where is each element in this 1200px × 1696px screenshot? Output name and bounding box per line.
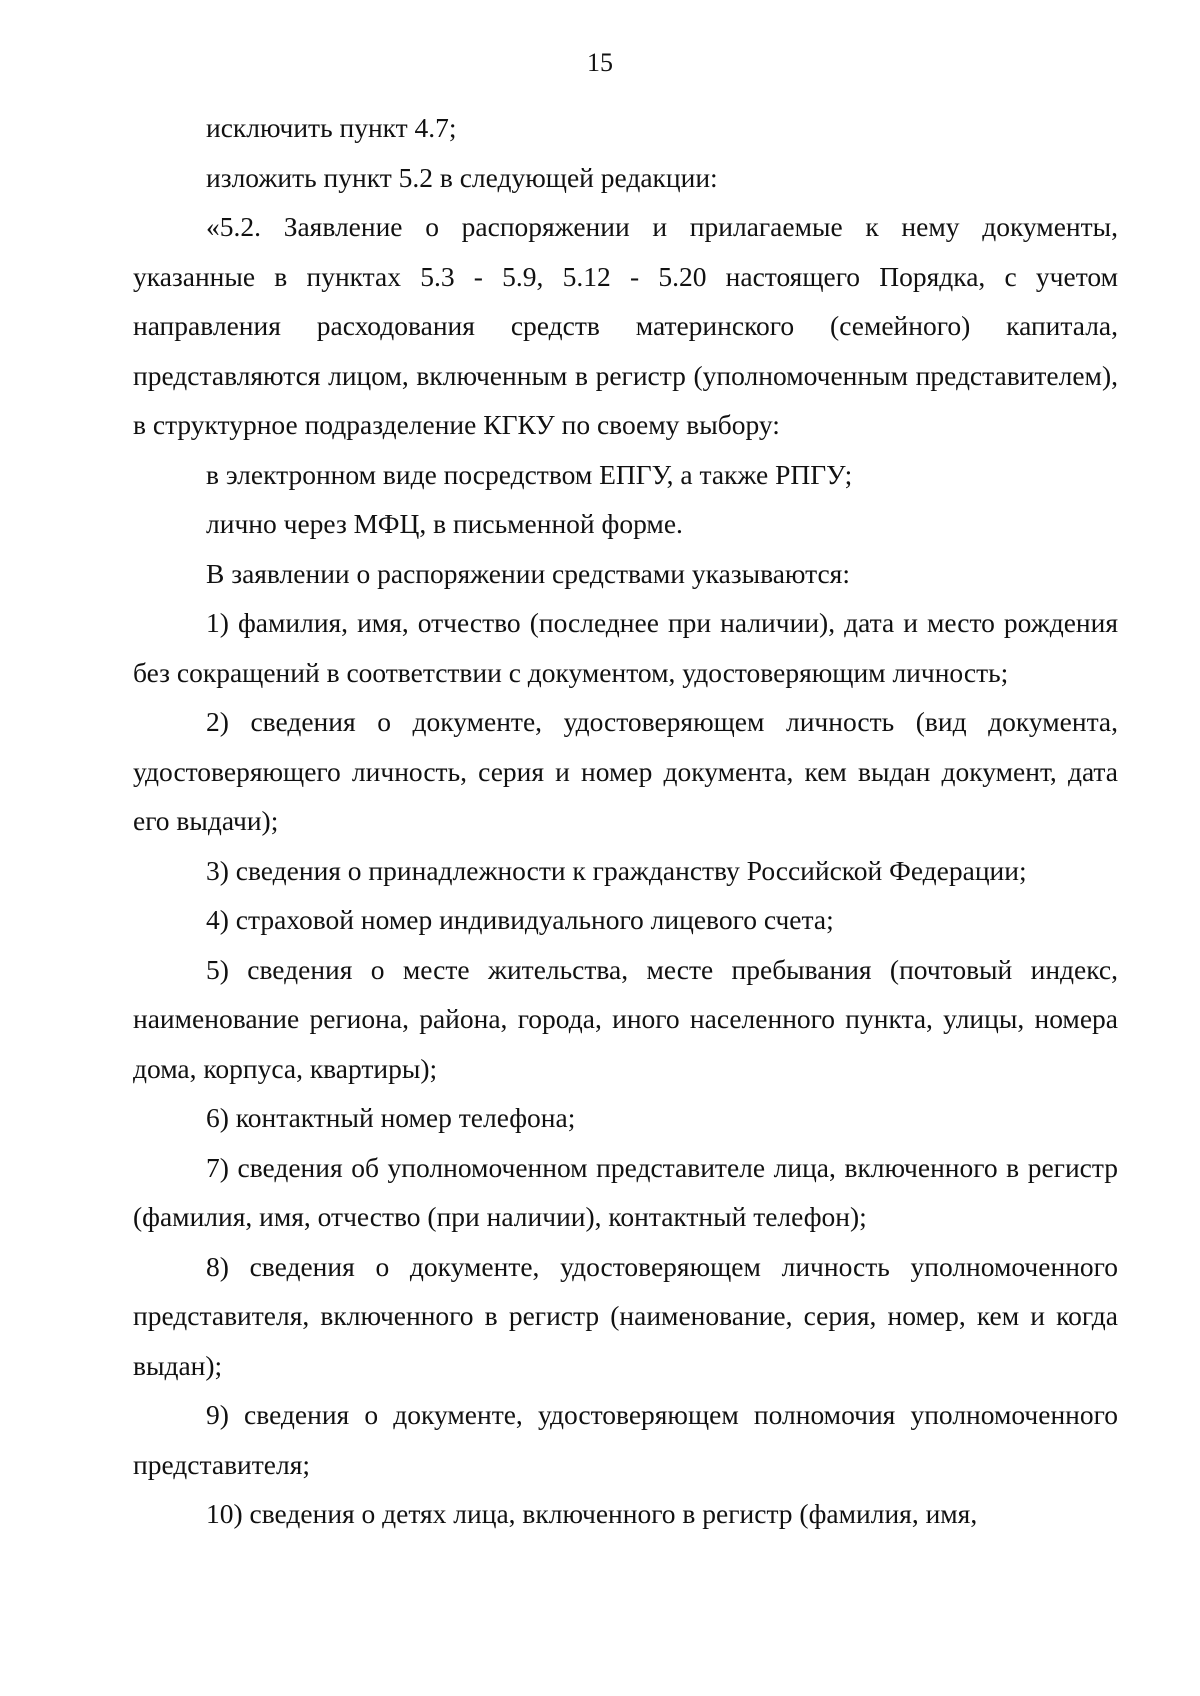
list-item: 4) страховой номер индивидуального лицевого счета; (206, 904, 834, 935)
paragraph: В заявлении о распоряжении средствами указываются: (206, 557, 850, 589)
list-item: 7) сведения об уполномоченном представителе лица, включенного в регистр (фамилия, имя, отчество (при наличии), контактный телефон); (133, 1151, 1118, 1232)
list-item: 8) сведения о документе, удостоверяющем личность уполномоченного представителя, включенного в регистр (наименование, серия, номер, кем и когда выдан); (133, 1250, 1118, 1381)
paragraph: лично через МФЦ, в письменной форме. (206, 508, 683, 539)
page-number: 15 (587, 48, 613, 77)
list-item: 9) сведения о документе, удостоверяющем полномочия уполномоченного представителя; (133, 1399, 1118, 1480)
document-body (133, 103, 1118, 1539)
list-item: 1) фамилия, имя, отчество (последнее при наличии), дата и место рождения без сокращений в соответствии с документом, удостоверяющим личность; (133, 607, 1118, 688)
paragraph: в электронном виде посредством ЕПГУ, а также РПГУ; (206, 458, 853, 490)
paragraph: «5.2. Заявление о распоряжении и прилагаемые к нему документы, указанные в пунктах 5.3 - 5.9, 5.12 - 5.20 настоящего Порядка, с учетом направления расходования средств материнского (семейного) капитала, представляются лицом, включенным в регистр (уполномоченным представителем), в структурное подразделение КГКУ по своему выбору: (133, 211, 1118, 440)
list-item: 3) сведения о принадлежности к гражданству Российской Федерации; (206, 854, 1027, 886)
list-item: 6) контактный номер телефона; (206, 1102, 576, 1133)
list-item: 2) сведения о документе, удостоверяющем личность (вид документа, удостоверяющего личность, серия и номер документа, кем выдан документ, дата его выдачи); (133, 706, 1118, 836)
paragraph: изложить пункт 5.2 в следующей редакции: (206, 161, 718, 193)
paragraph: исключить пункт 4.7; (206, 112, 457, 143)
list-item: 10) сведения о детях лица, включенного в регистр (фамилия, имя, (206, 1498, 978, 1529)
list-item: 5) сведения о месте жительства, месте пребывания (почтовый индекс, наименование региона, района, города, иного населенного пункта, улицы, номера дома, корпуса, квартиры); (133, 953, 1118, 1084)
